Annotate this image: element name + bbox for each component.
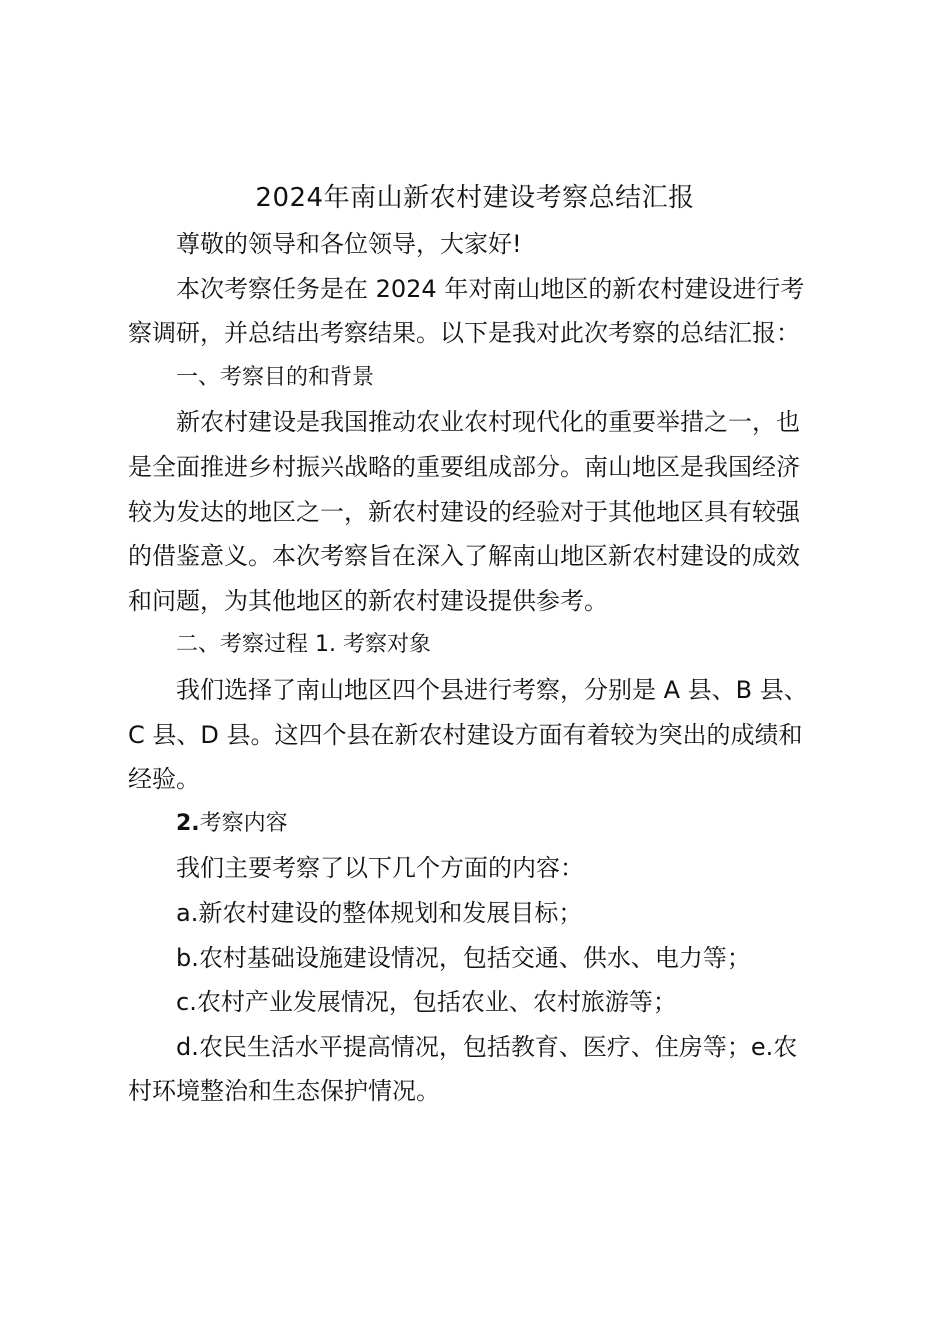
list-item: a.新农村建设的整体规划和发展目标； [176, 898, 583, 927]
document-body [128, 222, 820, 1114]
section-2-paragraph: 我们选择了南山地区四个县进行考察，分别是 A 县、B 县、C 县、D 县。这四个县在新农村建设方面有着较为突出的成绩和经验。 [128, 675, 808, 794]
subsection-2-number: 2. [176, 810, 200, 836]
list-item: c.农村产业发展情况，包括农业、农村旅游等； [176, 988, 677, 1017]
list-item: b.农村基础设施建设情况，包括交通、供水、电力等； [176, 943, 751, 972]
document-title: 2024年南山新农村建设考察总结汇报 [255, 183, 695, 213]
intro-paragraph: 本次考察任务是在 2024 年对南山地区的新农村建设进行考察调研，并总结出考察结果。以下是我对此次考察的总结汇报： [128, 274, 805, 348]
content-intro-paragraph: 我们主要考察了以下几个方面的内容： [176, 854, 584, 883]
section-1-heading: 一、考察目的和背景 [176, 364, 375, 390]
subsection-2-label: 考察内容 [199, 810, 288, 836]
section-1-paragraph: 新农村建设是我国推动农业农村现代化的重要举措之一，也是全面推进乡村振兴战略的重要组成部分。南山地区是我国经济较为发达的地区之一，新农村建设的经验对于其他地区具有较强的借鉴意义。本次考察旨在深入了解南山地区新农村建设的成效和问题，为其他地区的新农村建设提供参考。 [128, 408, 800, 615]
greeting-paragraph: 尊敬的领导和各位领导，大家好! [176, 230, 522, 258]
list-item: d.农民生活水平提高情况，包括教育、医疗、住房等；e.农村环境整治和生态保护情况。 [128, 1032, 798, 1106]
subsection-2-heading [128, 802, 820, 847]
section-2-heading: 二、考察过程 1. 考察对象 [176, 632, 431, 658]
